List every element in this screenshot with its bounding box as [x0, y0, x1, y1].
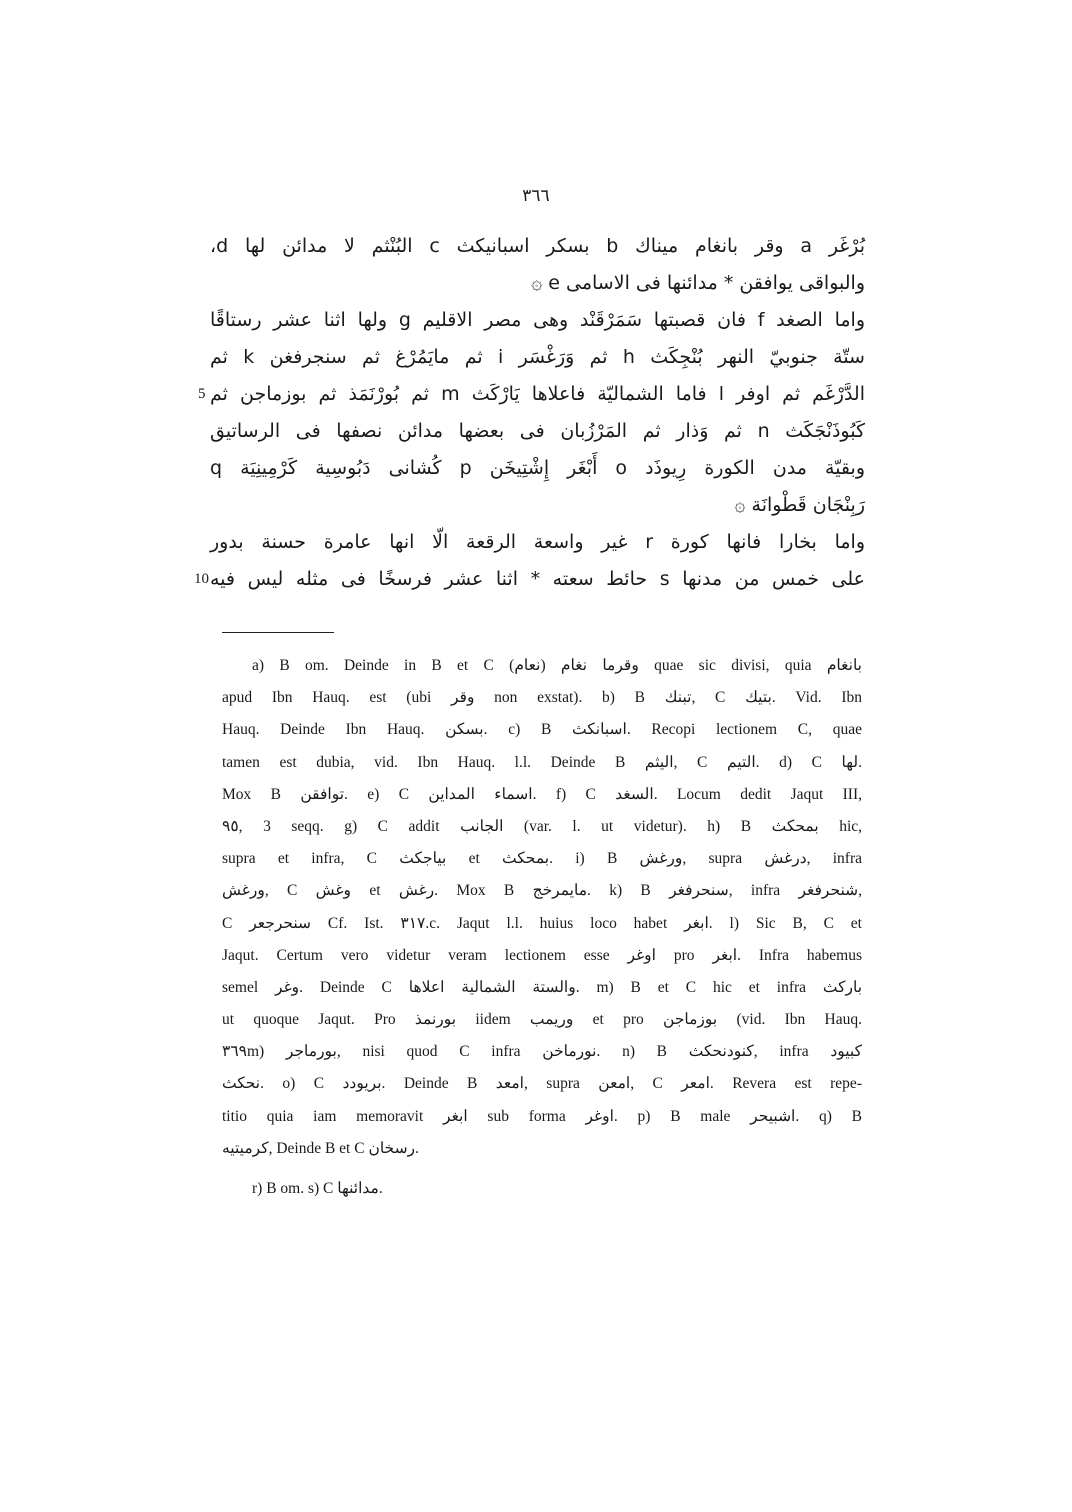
footnote-line: ٩٥, 3 seqq. g) C addit الجانب (var. l. ut videtur). h) B بمحكث hic, — [222, 817, 863, 835]
main-line-text: الدَّرْغَم ثم اوفر l فاما الشماليّة فاعلاها يَارْكَث m ثم بُورْنَمَذ ثم بوزماجن ثم — [210, 383, 865, 405]
footnote-line: r) B om. s) C مدائنها. — [252, 1180, 383, 1197]
main-line — [210, 228, 865, 265]
main-line — [210, 450, 865, 487]
main-line — [210, 339, 865, 376]
main-line — [210, 487, 865, 524]
footnote-line: C سنحرجعر Cf. Ist. ٣١٧.c. Jaqut l.l. huius loco habet ابغر. l) Sic B, C et — [222, 914, 862, 932]
main-line — [210, 265, 865, 302]
line-number: 5 — [198, 386, 206, 402]
main-line-text: كَبُوذَنْجَكَث n ثم وَذار ثم المَرْزُبان فى بعضها مدائن نصفها فى الرساتيق — [210, 420, 866, 442]
footnote-line: titio quia iam memoravit ابغر sub forma اوغر. p) B male اشبيحر. q) B — [222, 1107, 862, 1125]
footnote-line: supra et infra, C بياجكث et بمحكث. i) B ورغش, supra درغش, infra — [222, 850, 863, 868]
main-line — [198, 376, 865, 413]
footnote-line: Mox B توافقن. e) C اسماء المداين. f) C السغد. Locum dedit Jaqut III, — [222, 785, 863, 803]
line-number: 10 — [194, 571, 209, 587]
footnote-line: Hauq. Deinde Ibn Hauq. بسكن. c) B اسبانكث. Recopi lectionem C, quae — [222, 721, 862, 739]
footnote-line: a) B om. Deinde in B et C (نعام) وقرما نغام quae sic divisi, quia بانغام — [252, 657, 862, 674]
main-line-text: رَبِنْجَان قَطْوانَة ۞ — [734, 494, 865, 516]
main-line-text: وبقيّة مدن الكورة رِيوذَد o أَبْغَر إِشْتِيخَن p كُشانى دَبُوسِية كَرْمِينِيَة q — [210, 457, 865, 479]
main-line-text: واما بخارا فانها كورة r غير واسعة الرقعة الّا انها عامرة حسنة بدور — [210, 531, 865, 553]
main-text — [194, 228, 866, 598]
footnote-line: tamen est dubia, vid. Ibn Hauq. l.l. Deinde B اليثم, C التيم. d) C لها. — [222, 753, 863, 771]
main-line-text: بُرْغَر a وقر بانغام ميناك b بسكر اسبانيكث c البُنْثم لا مدائن لها d، — [210, 235, 866, 257]
footnote-line: semel وغر. Deinde C والستة الشمالية اعلاها. m) B et C hic et infra باركث — [222, 978, 863, 996]
main-line — [210, 413, 865, 450]
main-line-text: ستّة جنوبيّ النهر بُنْجِكَث h ثم وَرَغْسَر i ثم مايَمُرْغ ثم سنجرفغن k ثم — [210, 346, 865, 368]
footnote-line: ورغش, C وغش et رغش. Mox B مايمرخج. k) B سنحرفغر, infra شنحرفغر, — [222, 882, 863, 900]
footnote-line: ut quoque Jaqut. Pro بورنمذ iidem وريمب et pro بوزماجن (vid. Ibn Hauq. — [222, 1011, 862, 1029]
page-number: ٣٦٦ — [522, 186, 550, 206]
footnote-line: كرميتيه, Deinde B et C رسخان. — [222, 1139, 419, 1157]
footnote-separator — [222, 632, 334, 633]
main-line-text: والبواقى يوافقن * مدائنها فى الاسامى e ۞ — [531, 272, 865, 294]
footnotes — [222, 650, 862, 1205]
footnote-line: Jaqut. Certum vero videtur veram lectionem esse اوغر pro ابغر. Infra habemus — [222, 946, 862, 964]
footnote-line: apud Ibn Hauq. est (ubi وقر non exstat). b) B تبنك, C بتيك. Vid. Ibn — [222, 689, 862, 707]
footnote-line: نحكث. o) C بريودد. Deinde B امعد, supra امعن, C امعر. Revera est repe- — [222, 1075, 862, 1093]
footnote-line: ٣٦٩m) بورماجر, nisi quod C infra نورماخن. n) B كنودنحكث, infra كبيود — [222, 1043, 862, 1061]
main-line — [210, 302, 865, 339]
main-line-text: واما الصغد f فان قصبتها سَمَرْقَنْد وهى مصر الاقليم g ولها اثنا عشر رستاقًا — [210, 309, 865, 331]
main-line — [210, 524, 865, 561]
main-line — [194, 561, 866, 598]
main-line-text: على خمس من مدنها s حائط سعته * اثنا عشر فرسخًا فى مثله ليس فيه — [210, 568, 866, 590]
